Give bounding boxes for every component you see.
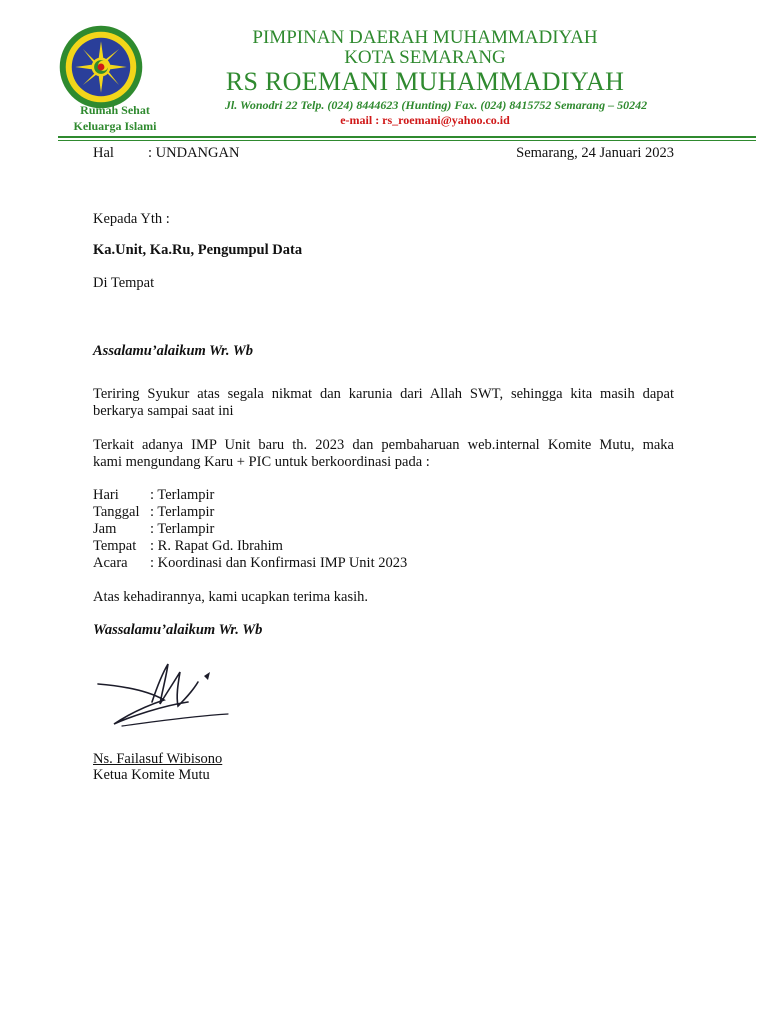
detail-row xyxy=(93,555,407,572)
farewell: Wassalamu’alaikum Wr. Wb xyxy=(93,622,263,638)
details-list xyxy=(93,487,407,572)
detail-value: : Koordinasi dan Konfirmasi IMP Unit 2023 xyxy=(150,555,408,571)
paragraph2-line2: kami mengundang Karu + PIC untuk berkoordinasi pada : xyxy=(93,454,430,470)
closing: Atas kehadirannya, kami ucapkan terima kasih. xyxy=(93,589,368,605)
signatory-name: Ns. Failasuf Wibisono xyxy=(93,751,223,767)
org-line1: PIMPINAN DAERAH MUHAMMADIYAH xyxy=(252,27,598,48)
location: Di Tempat xyxy=(93,275,155,291)
greeting: Assalamu’alaikum Wr. Wb xyxy=(93,343,253,359)
tagline xyxy=(52,102,178,134)
detail-value: : Terlampir xyxy=(150,504,215,520)
tagline-line1: Rumah Sehat xyxy=(80,103,150,117)
muhammadiyah-sun-logo-icon xyxy=(58,24,144,110)
hospital-address: Jl. Wonodri 22 Telp. (024) 8444623 (Hunting) Fax. (024) 8415752 Semarang – 50242 xyxy=(224,98,648,112)
detail-row xyxy=(93,521,407,538)
detail-value: : Terlampir xyxy=(150,487,215,503)
signature-image xyxy=(92,656,232,736)
letterhead-divider xyxy=(58,136,756,138)
hospital-name: RS ROEMANI MUHAMMADIYAH xyxy=(225,67,625,96)
detail-value: : R. Rapat Gd. Ibrahim xyxy=(150,538,283,554)
detail-row xyxy=(93,504,407,521)
subject-value: : UNDANGAN xyxy=(148,145,240,161)
subject-label: Hal xyxy=(93,145,114,161)
letterhead-divider-thin xyxy=(58,140,756,141)
detail-label: Hari xyxy=(93,487,119,503)
paragraph1-line2: berkarya sampai saat ini xyxy=(93,403,234,419)
detail-label: Tempat xyxy=(93,538,137,554)
detail-value: : Terlampir xyxy=(150,521,215,537)
paragraph2-line1: Terkait adanya IMP Unit baru th. 2023 dan pembaharuan web.internal Komite Mutu, maka xyxy=(93,437,674,453)
detail-label: Jam xyxy=(93,521,117,537)
org-line2: KOTA SEMARANG xyxy=(344,47,506,68)
detail-row xyxy=(93,487,407,504)
detail-label: Acara xyxy=(93,555,128,571)
detail-row xyxy=(93,538,407,555)
hospital-email: e-mail : rs_roemani@yahoo.co.id xyxy=(340,113,510,127)
tagline-line2: Keluarga Islami xyxy=(73,119,157,133)
paragraph1-line1: Teriring Syukur atas segala nikmat dan karunia dari Allah SWT, sehingga kita masih dapat xyxy=(93,386,674,402)
detail-label: Tanggal xyxy=(93,504,140,520)
place-date: Semarang, 24 Januari 2023 xyxy=(516,145,674,161)
recipient: Ka.Unit, Ka.Ru, Pengumpul Data xyxy=(93,242,303,258)
to-label: Kepada Yth : xyxy=(93,211,170,227)
signatory-title: Ketua Komite Mutu xyxy=(93,767,210,783)
